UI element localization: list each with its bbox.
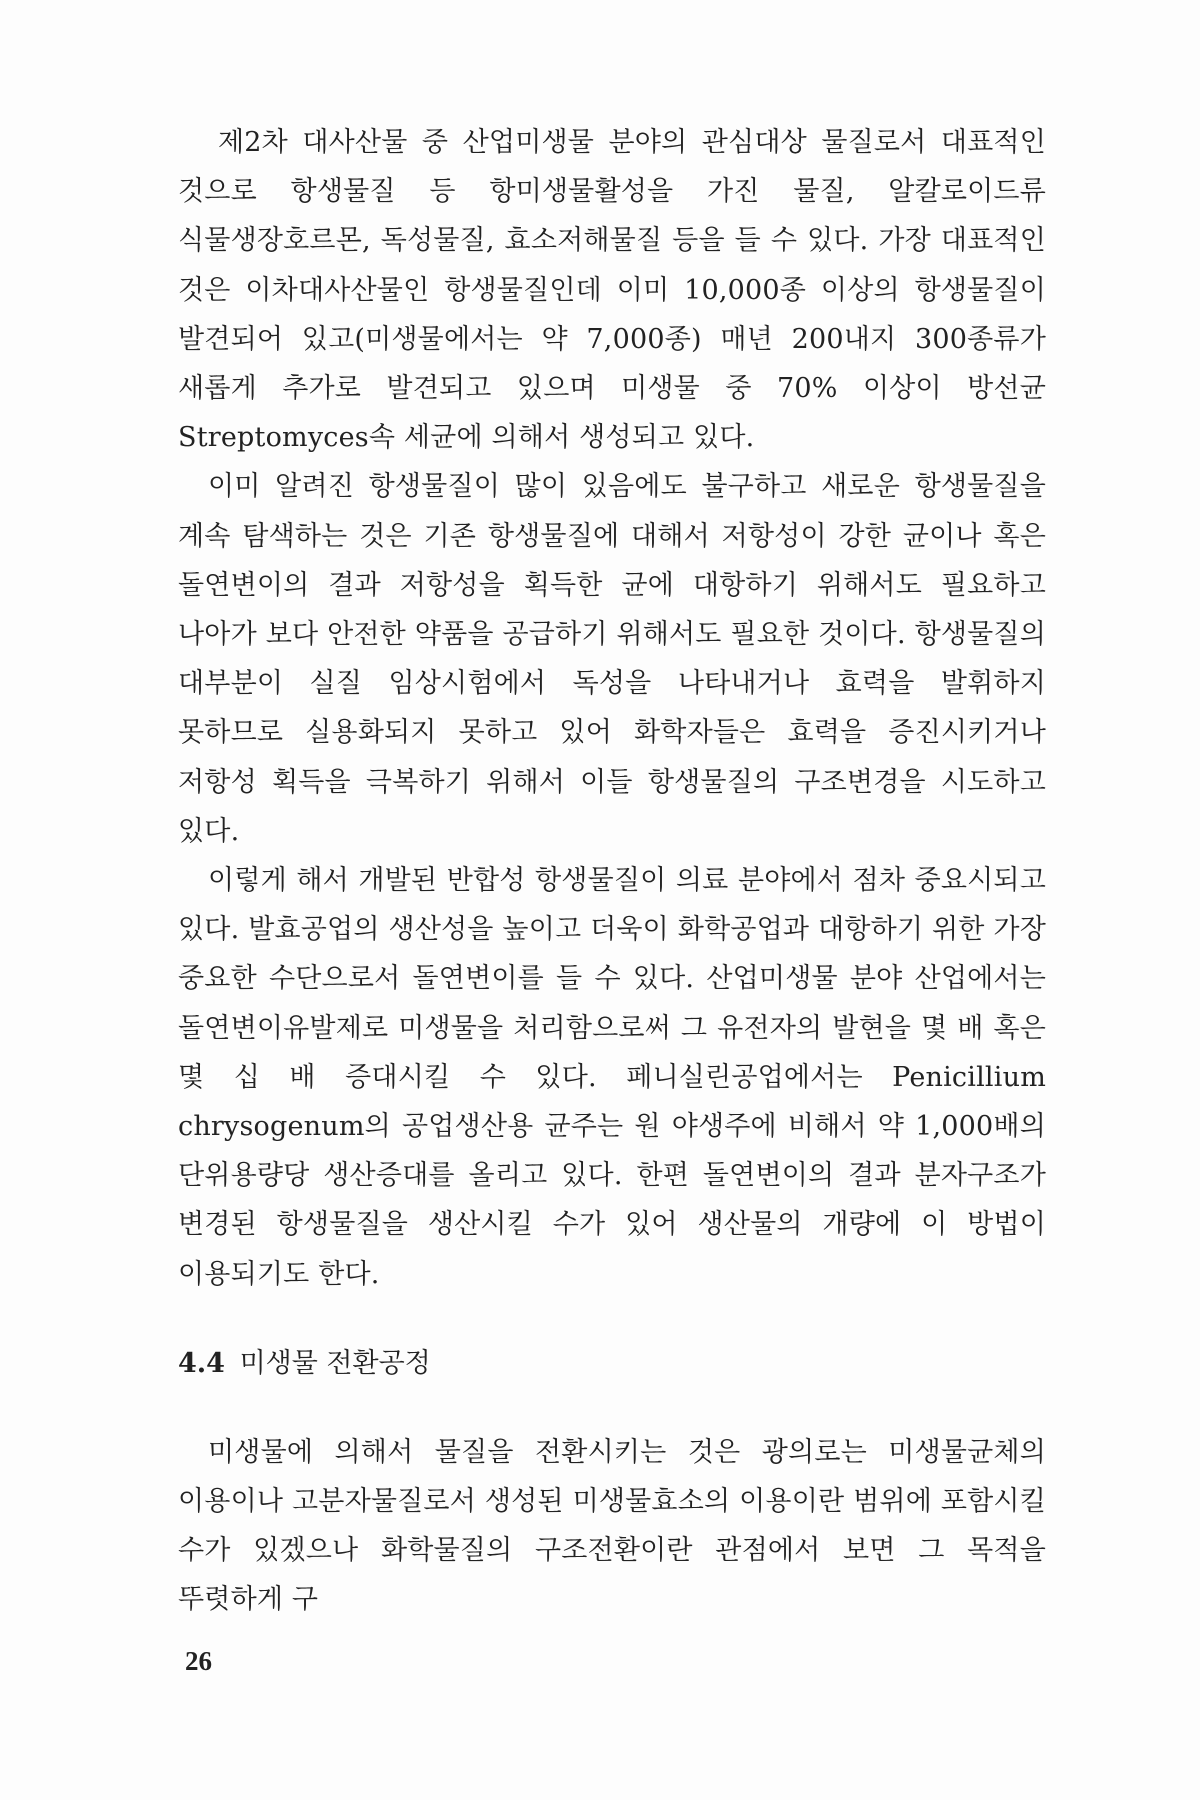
paragraph-secondary-metabolites: 제2차 대사산물 중 산업미생물 분야의 관심대상 물질로서 대표적인 것으로 항생물질 등 항미생물활성을 가진 물질, 알칼로이드류 식물생장호르몬, 독성물질, 효소저해물질 등을 들 수 있다. 가장 대표적인 것은 이차대사산물인 항생물질인데 이미 10,000종 이상의 항생물질이 발견되어 있고(미생물에서는 약 7,000종) 매년 200내지 300종류가 새롭게 추가로 발견되고 있으며 미생물 중 70% 이상이 방선균 Streptomyces속 세균에 의해서 생성되고 있다. — [178, 127, 1046, 454]
page-body — [178, 118, 1046, 1625]
page-number: 26 — [185, 1646, 212, 1676]
paragraph-microbial-conversion: 미생물에 의해서 물질을 전환시키는 것은 광의로는 미생물균체의 이용이나 고분자물질로서 생성된 미생물효소의 이용이란 범위에 포함시킬 수가 있겠으나 화학물질의 구조전환이란 관점에서 보면 그 목적을 뚜렷하게 구 — [178, 1436, 1046, 1616]
section-title: 미생물 전환공정 — [239, 1347, 431, 1379]
section-number: 4.4 — [178, 1347, 225, 1379]
paragraph-semisynthetic-antibiotics: 이렇게 해서 개발된 반합성 항생물질이 의료 분야에서 점차 중요시되고 있다. 발효공업의 생산성을 높이고 더욱이 화학공업과 대항하기 위한 가장 중요한 수단으로서 돌연변이를 들 수 있다. 산업미생물 분야 산업에서는 돌연변이유발제로 미생물을 처리함으로써 그 유전자의 발현을 몇 배 혹은 몇 십 배 증대시킬 수 있다. 페니실린공업에서는 Penicillium chrysogenum의 공업생산용 균주는 원 야생주에 비해서 약 1,000배의 단위용량당 생산증대를 올리고 있다. 한편 돌연변이의 결과 분자구조가 변경된 항생물질을 생산시킬 수가 있어 생산물의 개량에 이 방법이 이용되기도 한다. — [178, 865, 1046, 1290]
section-heading — [178, 1339, 1046, 1388]
paragraph-antibiotic-search: 이미 알려진 항생물질이 많이 있음에도 불구하고 새로운 항생물질을 계속 탐색하는 것은 기존 항생물질에 대해서 저항성이 강한 균이나 혹은 돌연변이의 결과 저항성을 획득한 균에 대항하기 위해서도 필요하고 나아가 보다 안전한 약품을 공급하기 위해서도 필요한 것이다. 항생물질의 대부분이 실질 임상시험에서 독성을 나타내거나 효력을 발휘하지 못하므로 실용화되지 못하고 있어 화학자들은 효력을 증진시키거나 저항성 획득을 극복하기 위해서 이들 항생물질의 구조변경을 시도하고 있다. — [178, 471, 1046, 847]
